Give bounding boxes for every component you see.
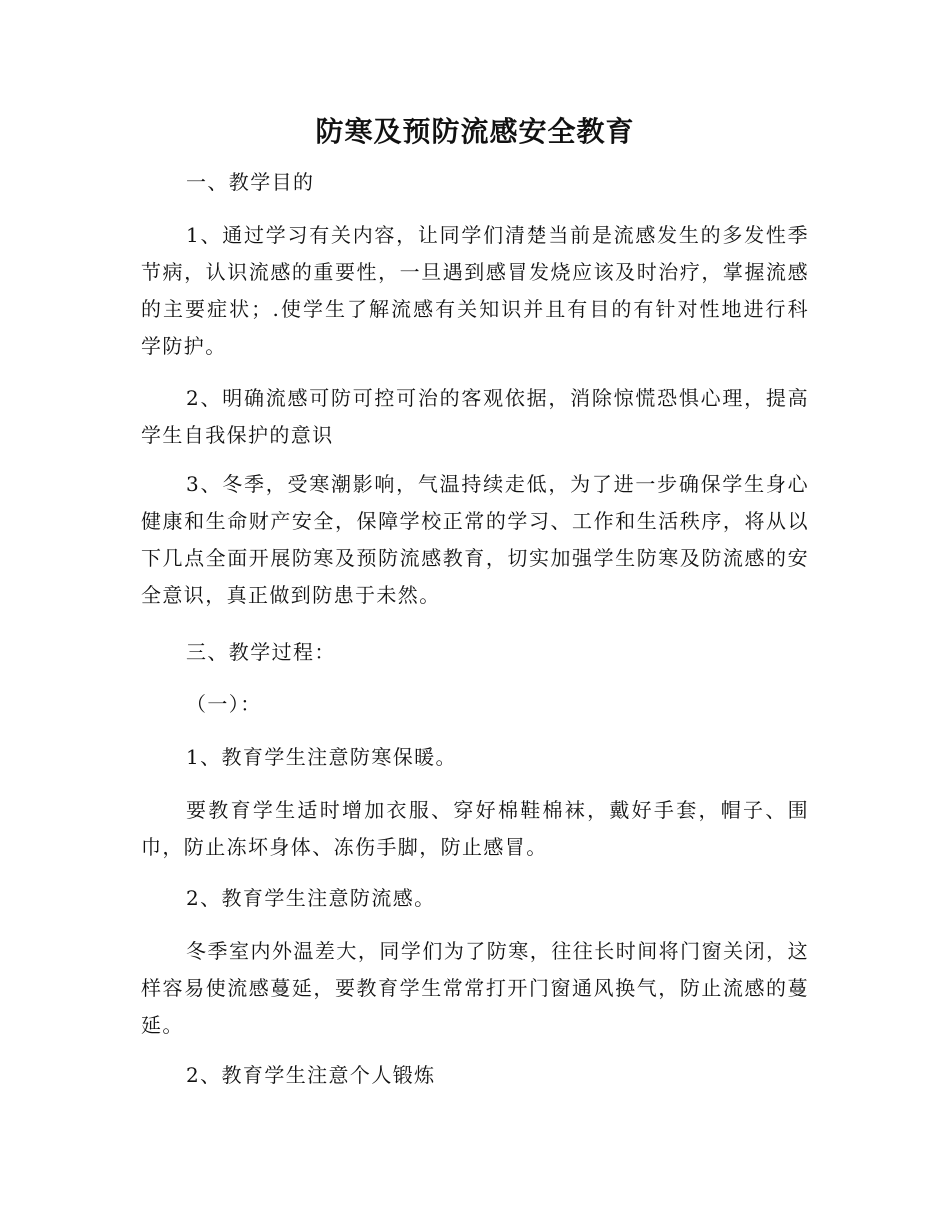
subsection-heading-one: （一）： [186,692,262,716]
paragraph-goal-1: 1、通过学习有关内容，让同学们清楚当前是流感发生的多发性季节病，认识流感的重要性，一旦遇到感冒发烧应该及时治疗，掌握流感的主要症状；.使学生了解流感有关知识并且有目的有针对性地进行科学防护。 [141,223,809,358]
section-heading-teaching-process: 三、教学过程： [186,640,336,664]
document-title: 防寒及预防流感安全教育 [315,115,635,148]
paragraph-goal-2: 2、明确流感可防可控可治的客观依据，消除惊慌恐惧心理，提高学生自我保护的意识 [141,386,809,447]
item-heading-prevent-flu: 2、教育学生注意防流感。 [186,886,436,910]
item-heading-exercise: 2、教育学生注意个人锻炼 [186,1063,436,1087]
paragraph-keep-warm: 要教育学生适时增加衣服、穿好棉鞋棉袜，戴好手套，帽子、围巾，防止冻坏身体、冻伤手脚，防止感冒。 [141,798,809,859]
paragraph-prevent-flu: 冬季室内外温差大，同学们为了防寒，往往长时间将门窗关闭，这样容易使流感蔓延，要教育学生常常打开门窗通风换气，防止流感的蔓延。 [141,939,809,1037]
section-heading-teaching-goal: 一、教学目的 [186,170,315,194]
item-heading-keep-warm: 1、教育学生注意防寒保暖。 [186,745,457,769]
paragraph-goal-3: 3、冬季，受寒潮影响，气温持续走低，为了进一步确保学生身心健康和生命财产安全，保障学校正常的学习、工作和生活秩序，将从以下几点全面开展防寒及预防流感教育，切实加强学生防寒及防流感的安全意识，真正做到防患于未然。 [141,472,809,607]
